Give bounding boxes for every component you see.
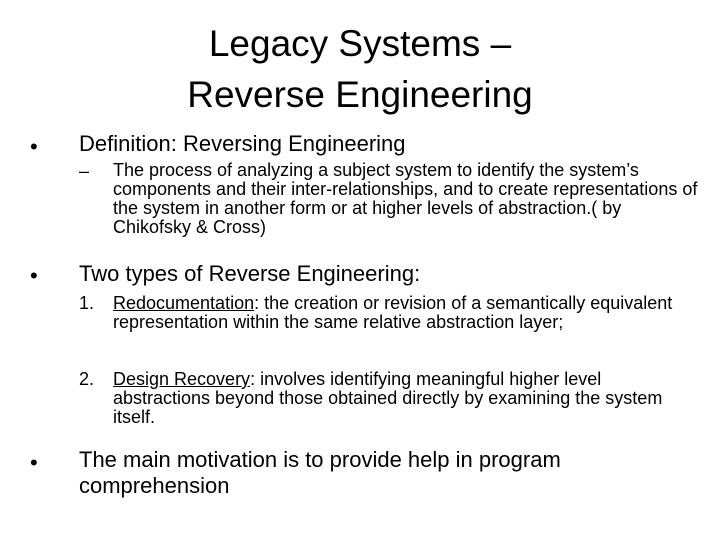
list-item-design-recovery xyxy=(113,370,703,427)
bullet-3-text: The main motivation is to provide help in program comprehension xyxy=(79,447,561,498)
term-redocumentation: Redocumentation xyxy=(113,293,255,313)
sub-bullet-dash: – xyxy=(79,161,90,181)
title-line-2: Reverse Engineering xyxy=(187,74,533,115)
redocumentation-definition: : the creation or revision of a semantically equivalent representation within the same relative abstraction layer; xyxy=(113,293,673,332)
bullet-2-marker: • xyxy=(30,263,38,288)
definition-text: The process of analyzing a subject system to identify the system’s components and their inter-relationships, and to create representations of the system in another form or at higher levels of abstraction.( by Chikofsky & Cross) xyxy=(113,160,698,237)
bullet-3-marker: • xyxy=(30,450,38,475)
title-line-1: Legacy Systems – xyxy=(208,23,512,64)
bullet-1-text: Definition: Reversing Engineering xyxy=(79,131,406,156)
list-number-2: 2. xyxy=(79,369,95,389)
bullet-2-text: Two types of Reverse Engineering: xyxy=(79,261,421,286)
design-recovery-definition: : involves identifying meaningful higher level abstractions beyond those obtained directly by examining the system itself. xyxy=(113,369,663,427)
list-number-1: 1. xyxy=(79,293,95,313)
list-item-redocumentation xyxy=(113,294,703,332)
bullet-1-marker: • xyxy=(30,134,38,159)
slide-title xyxy=(0,18,720,120)
term-design-recovery: Design Recovery xyxy=(113,369,251,389)
